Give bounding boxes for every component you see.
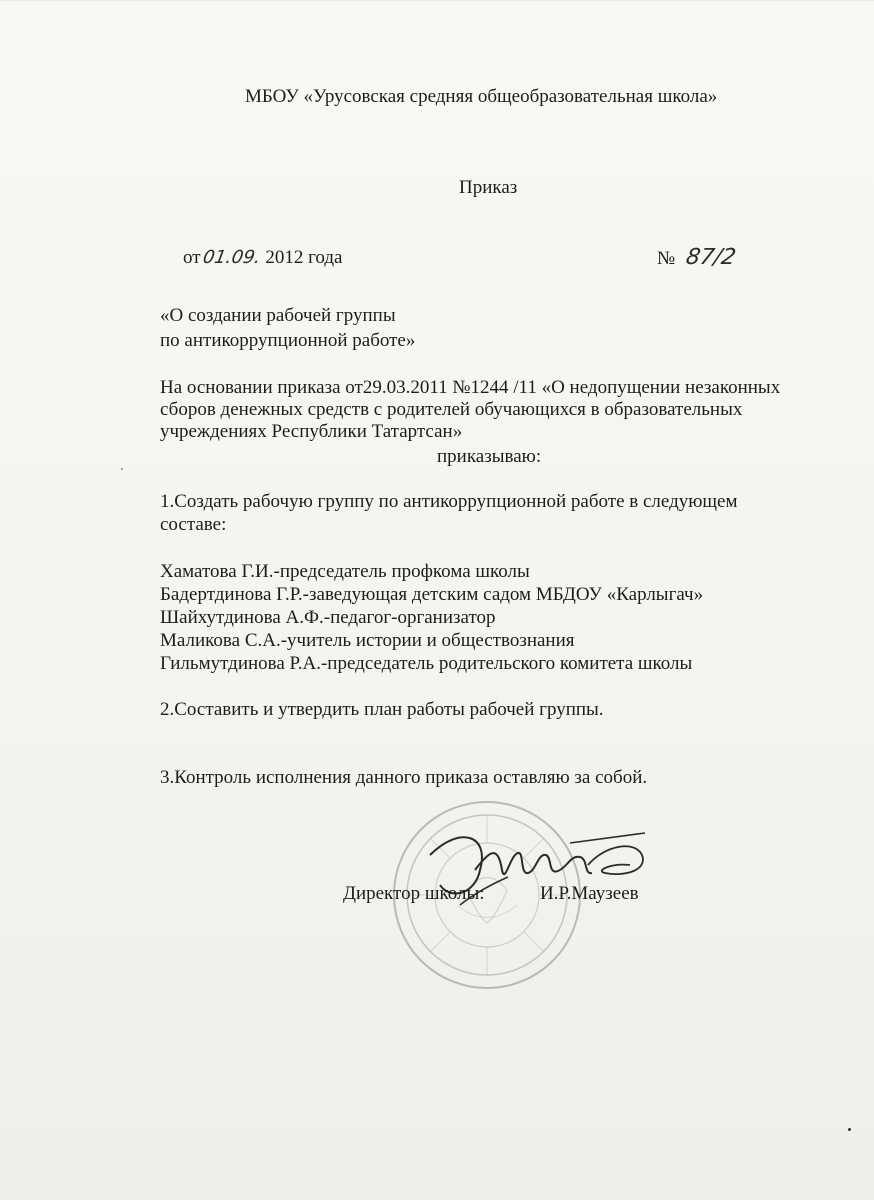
page-edge [0,0,874,1]
member-3: Шайхутдинова А.Ф.-педагог-организатор [160,607,496,628]
item1-line-1: 1.Создать рабочую группу по антикоррупционной работе в следующем [160,491,738,512]
member-5: Гильмутдинова Р.А.-председатель родительского комитета школы [160,653,693,674]
scan-speck [121,468,123,470]
number-prefix: № [657,248,676,269]
subject-line-1: «О создании рабочей группы [160,305,396,326]
order-word: приказываю: [437,446,542,467]
member-4: Маликова С.А.-учитель истории и обществознания [160,630,575,651]
member-1: Хаматова Г.И.-председатель профкома школы [160,561,530,582]
basis-line-2: сборов денежных средств с родителей обучающихся в образовательных [160,399,743,420]
doc-date [183,247,342,269]
basis-line-1: На основании приказа от29.03.2011 №1244 /11 «О недопущении незаконных [160,377,781,398]
date-suffix: 2012 года [265,247,343,268]
item2: 2.Составить и утвердить план работы рабочей группы. [160,699,604,720]
signoff-name: И.Р.Маузеев [540,883,639,904]
number-handwritten: 87/2 [683,245,738,270]
item3: 3.Контроль исполнения данного приказа оставляю за собой. [160,767,648,788]
subject-line-2: по антикоррупционной работе» [160,330,416,351]
basis-line-3: учреждениях Республики Татартсан» [160,421,463,442]
scan-speck [848,1128,851,1131]
doc-title: Приказ [459,177,518,198]
doc-number [657,245,738,270]
signoff-position: Директор школы: [343,883,485,904]
org-header: МБОУ «Урусовская средняя общеобразовательная школа» [245,86,718,107]
date-prefix: от [183,247,201,268]
member-2: Бадертдинова Г.Р.-заведующая детским садом МБДОУ «Карлыгач» [160,584,704,605]
date-handwritten: 01.09. [201,247,263,268]
item1-line-2: составе: [160,514,227,535]
